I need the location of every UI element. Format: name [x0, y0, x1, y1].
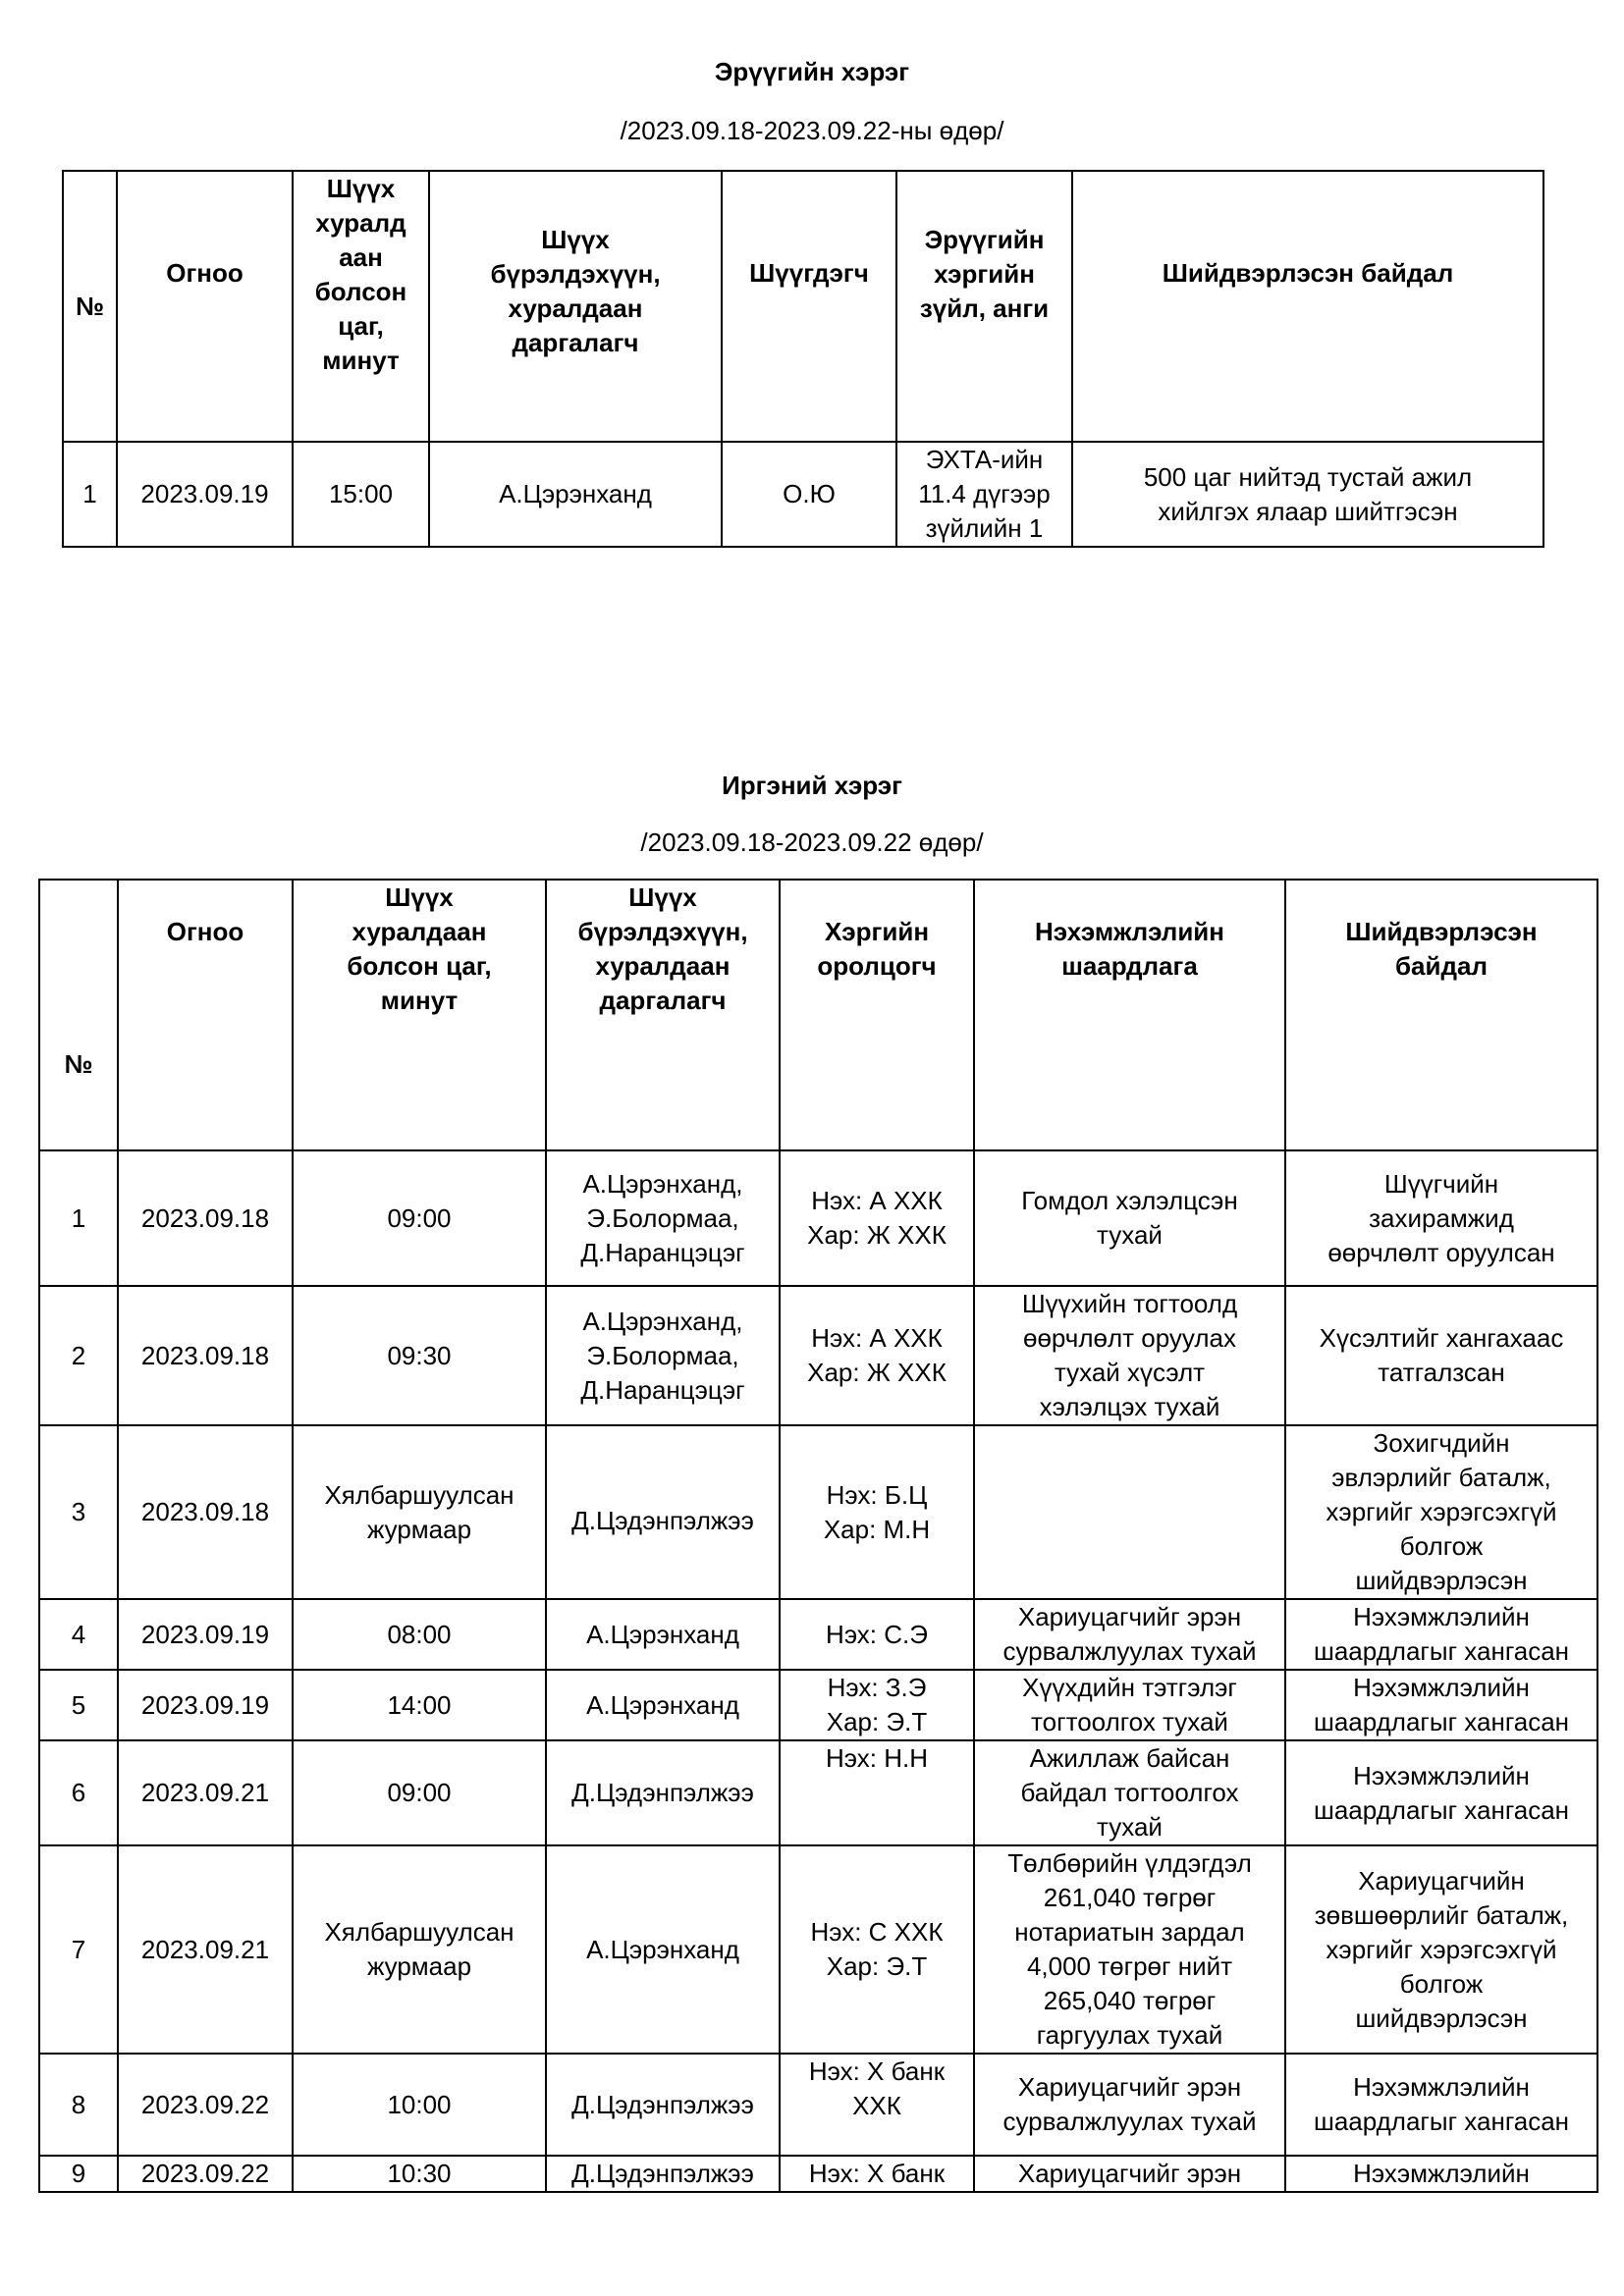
row-date: 2023.09.22: [118, 2054, 293, 2156]
row-judge: А.Цэрэнханд: [546, 1845, 780, 2054]
row-time: 09:30: [293, 1286, 546, 1425]
row-no: 9: [39, 2156, 118, 2192]
row-time: 10:00: [293, 2054, 546, 2156]
criminal-header-row: [63, 171, 1543, 442]
civil-header-row: [39, 880, 1597, 1150]
row-judge: Д.Цэдэнпэлжээ: [546, 2054, 780, 2156]
row-date: 2023.09.18: [118, 1286, 293, 1425]
header-decision: Шийдвэрлэсэн байдал: [1072, 171, 1543, 442]
table-row: [39, 1150, 1597, 1286]
row-parties: Нэх: С.Э: [780, 1599, 974, 1670]
row-judge: Д.Цэдэнпэлжээ: [546, 1425, 780, 1599]
row-decision: Хүсэлтийг хангахаас татгалзсан: [1285, 1286, 1597, 1425]
row-no: 8: [39, 2054, 118, 2156]
civil-period: /2023.09.18-2023.09.22 өдөр/: [640, 828, 984, 857]
row-date: 2023.09.18: [118, 1150, 293, 1286]
row-date: 2023.09.19: [118, 1599, 293, 1670]
row-decision: Нэхэмжлэлийн: [1285, 2156, 1597, 2192]
row-judge: А.Цэрэнханд, Э.Болормаа, Д.Наранцэцэг: [546, 1150, 780, 1286]
row-date: 2023.09.19: [117, 442, 293, 547]
row-parties: Нэх: Б.Ц Хар: М.Н: [780, 1425, 974, 1599]
criminal-section-title: Эрүүгийн хэрэг: [714, 57, 910, 86]
row-time: 14:00: [293, 1670, 546, 1740]
row-decision: Нэхэмжлэлийн шаардлагыг хангасан: [1285, 1740, 1597, 1845]
table-row: [63, 442, 1543, 547]
header-judges: Шүүх бүрэлдэхүүн, хуралдаан даргалагч: [546, 880, 780, 1150]
civil-section-title: Иргэний хэрэг: [722, 771, 902, 800]
header-no: №: [39, 880, 118, 1150]
row-time: 08:00: [293, 1599, 546, 1670]
row-date: 2023.09.18: [118, 1425, 293, 1599]
row-defendant: О.Ю: [722, 442, 896, 547]
header-parties: Хэргийн оролцогч: [780, 880, 974, 1150]
row-claim: Ажиллаж байсан байдал тогтоолгох тухай: [974, 1740, 1285, 1845]
header-article: Эрүүгийн хэргийн зүйл, анги: [896, 171, 1072, 442]
row-date: 2023.09.19: [118, 1670, 293, 1740]
row-parties: Нэх: С ХХК Хар: Э.Т: [780, 1845, 974, 2054]
header-claim: Нэхэмжлэлийн шаардлага: [974, 880, 1285, 1150]
header-date: Огноо: [117, 171, 293, 442]
row-decision: Нэхэмжлэлийн шаардлагыг хангасан: [1285, 1599, 1597, 1670]
row-parties: Нэх: А ХХК Хар: Ж ХХК: [780, 1150, 974, 1286]
row-claim: Гомдол хэлэлцсэн тухай: [974, 1150, 1285, 1286]
header-no: №: [63, 171, 117, 442]
row-judge: Д.Цэдэнпэлжээ: [546, 1740, 780, 1845]
table-row: [39, 1599, 1597, 1670]
row-date: 2023.09.21: [118, 1845, 293, 2054]
table-row: [39, 1425, 1597, 1599]
header-time: Шүүх хуралд аан болсон цаг, минут: [293, 171, 429, 442]
row-judge: А.Цэрэнханд, Э.Болормаа, Д.Наранцэцэг: [546, 1286, 780, 1425]
row-no: 4: [39, 1599, 118, 1670]
row-no: 3: [39, 1425, 118, 1599]
row-decision: Шүүгчийн захирамжид өөрчлөлт оруулсан: [1285, 1150, 1597, 1286]
criminal-period: /2023.09.18-2023.09.22-ны өдөр/: [620, 116, 1004, 145]
row-claim: [974, 1425, 1285, 1599]
table-row: [39, 1845, 1597, 2054]
row-claim: Хариуцагчийг эрэн: [974, 2156, 1285, 2192]
row-parties: Нэх: А ХХК Хар: Ж ХХК: [780, 1286, 974, 1425]
row-date: 2023.09.22: [118, 2156, 293, 2192]
row-no: 7: [39, 1845, 118, 2054]
table-row: [39, 1286, 1597, 1425]
row-no: 1: [63, 442, 117, 547]
row-no: 5: [39, 1670, 118, 1740]
table-row: [39, 1670, 1597, 1740]
civil-cases-table: [38, 879, 1598, 2193]
row-time: 15:00: [293, 442, 429, 547]
row-time: Хялбаршуулсан журмаар: [293, 1425, 546, 1599]
row-decision: Нэхэмжлэлийн шаардлагыг хангасан: [1285, 1670, 1597, 1740]
row-article: ЭХТА-ийн 11.4 дүгээр зүйлийн 1: [896, 442, 1072, 547]
row-decision: 500 цаг нийтэд тустай ажил хийлгэх ялаар шийтгэсэн: [1072, 442, 1543, 547]
row-claim: Шүүхийн тогтоолд өөрчлөлт оруулах тухай хүсэлт хэлэлцэх тухай: [974, 1286, 1285, 1425]
row-judge: Д.Цэдэнпэлжээ: [546, 2156, 780, 2192]
row-date: 2023.09.21: [118, 1740, 293, 1845]
header-judges: Шүүх бүрэлдэхүүн, хуралдаан даргалагч: [429, 171, 722, 442]
header-time: Шүүх хуралдаан болсон цаг, минут: [293, 880, 546, 1150]
row-claim: Хүүхдийн тэтгэлэг тогтоолгох тухай: [974, 1670, 1285, 1740]
row-time: 10:30: [293, 2156, 546, 2192]
row-claim: Хариуцагчийг эрэн сурвалжлуулах тухай: [974, 2054, 1285, 2156]
row-no: 2: [39, 1286, 118, 1425]
header-defendant: Шүүгдэгч: [722, 171, 896, 442]
header-decision: Шийдвэрлэсэн байдал: [1285, 880, 1597, 1150]
row-claim: Хариуцагчийг эрэн сурвалжлуулах тухай: [974, 1599, 1285, 1670]
row-parties: Нэх: Х банк: [780, 2156, 974, 2192]
row-no: 1: [39, 1150, 118, 1286]
row-decision: Зохигчдийн эвлэрлийг баталж, хэргийг хэрэгсэхгүй болгож шийдвэрлэсэн: [1285, 1425, 1597, 1599]
table-row: [39, 2156, 1597, 2192]
row-time: 09:00: [293, 1150, 546, 1286]
row-judge: А.Цэрэнханд: [546, 1670, 780, 1740]
header-date: Огноо: [118, 880, 293, 1150]
row-parties: Нэх: Н.Н: [780, 1740, 974, 1845]
row-judge: А.Цэрэнханд: [429, 442, 722, 547]
row-no: 6: [39, 1740, 118, 1845]
row-time: Хялбаршуулсан журмаар: [293, 1845, 546, 2054]
row-decision: Нэхэмжлэлийн шаардлагыг хангасан: [1285, 2054, 1597, 2156]
row-parties: Нэх: З.Э Хар: Э.Т: [780, 1670, 974, 1740]
table-row: [39, 2054, 1597, 2156]
criminal-cases-table: [62, 170, 1544, 548]
row-time: 09:00: [293, 1740, 546, 1845]
row-claim: Төлбөрийн үлдэгдэл 261,040 төгрөг нотариатын зардал 4,000 төгрөг нийт 265,040 төгрөг гаргуулах тухай: [974, 1845, 1285, 2054]
row-decision: Хариуцагчийн зөвшөөрлийг баталж, хэргийг хэрэгсэхгүй болгож шийдвэрлэсэн: [1285, 1845, 1597, 2054]
row-parties: Нэх: Х банк ХХК: [780, 2054, 974, 2156]
row-judge: А.Цэрэнханд: [546, 1599, 780, 1670]
table-row: [39, 1740, 1597, 1845]
